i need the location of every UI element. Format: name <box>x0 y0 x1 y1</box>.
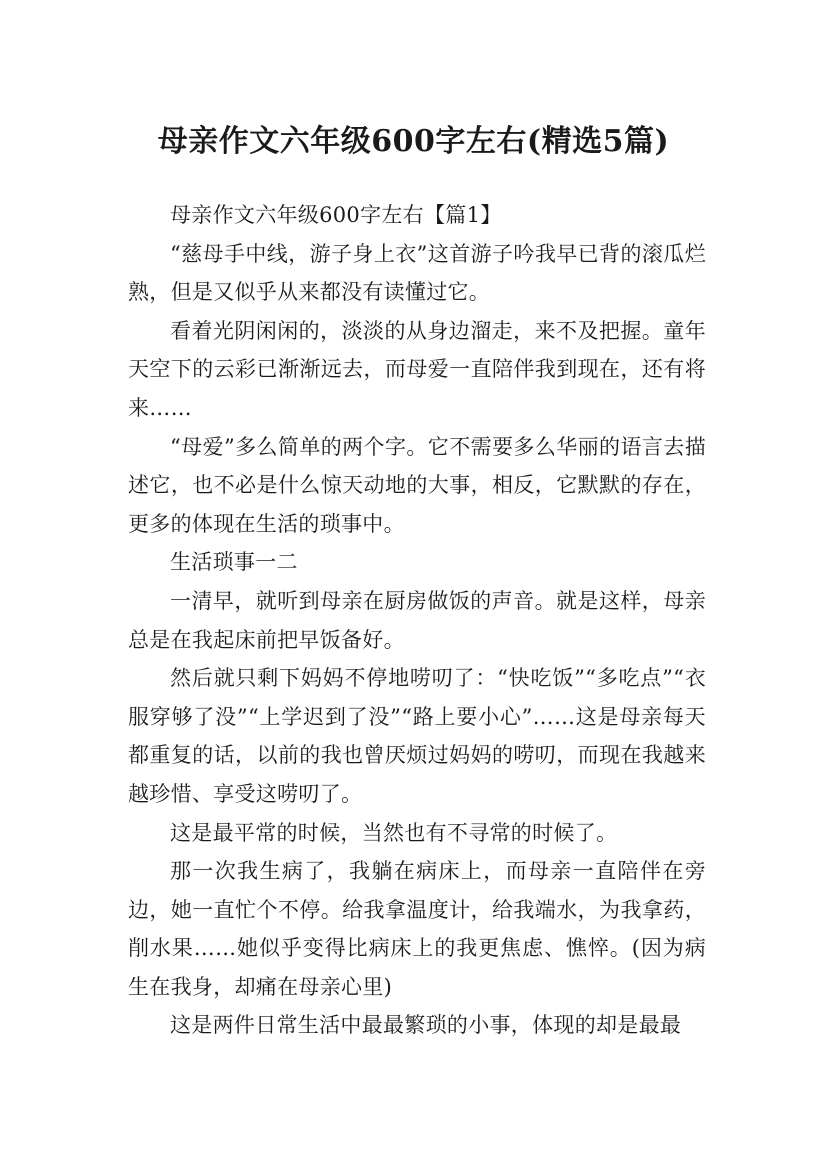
body-paragraph: 然后就只剩下妈妈不停地唠叨了：“快吃饭”“多吃点”“衣服穿够了没”“上学迟到了没”“路上要小心”……这是母亲每天都重复的话，以前的我也曾厌烦过妈妈的唠叨，而现在我越来越珍惜、享受这唠叨了。 <box>128 666 706 806</box>
section-heading: 母亲作文六年级600字左右【篇1】 <box>170 203 502 227</box>
body-paragraph: 这是两件日常生活中最最繁琐的小事，体现的却是最最 <box>170 1013 682 1038</box>
body-paragraph: 那一次我生病了，我躺在病床上，而母亲一直陪伴在旁边，她一直忙个不停。给我拿温度计，给我端水，为我拿药，削水果……她似乎变得比病床上的我更焦虑、憔悴。(因为病生在我身，却痛在母亲心里) <box>128 859 706 999</box>
body-paragraph: 看着光阴闲闲的，淡淡的从身边溜走，来不及把握。童年天空下的云彩已渐渐远去，而母爱一直陪伴我到现在，还有将来…… <box>128 318 706 420</box>
subheading: 生活琐事一二 <box>170 550 298 575</box>
body-paragraph: 一清早，就听到母亲在厨房做饭的声音。就是这样，母亲总是在我起床前把早饭备好。 <box>128 588 706 652</box>
document-body <box>128 196 706 1045</box>
body-paragraph: “慈母手中线，游子身上衣”这首游子吟我早已背的滚瓜烂熟，但是又似乎从来都没有读懂过它。 <box>128 241 706 305</box>
body-paragraph: 这是最平常的时候，当然也有不寻常的时候了。 <box>170 820 618 845</box>
body-paragraph: “母爱”多么简单的两个字。它不需要多么华丽的语言去描述它，也不必是什么惊天动地的大事，相反，它默默的存在，更多的体现在生活的琐事中。 <box>128 434 706 536</box>
document-title: 母亲作文六年级600字左右(精选5篇) <box>157 124 670 160</box>
